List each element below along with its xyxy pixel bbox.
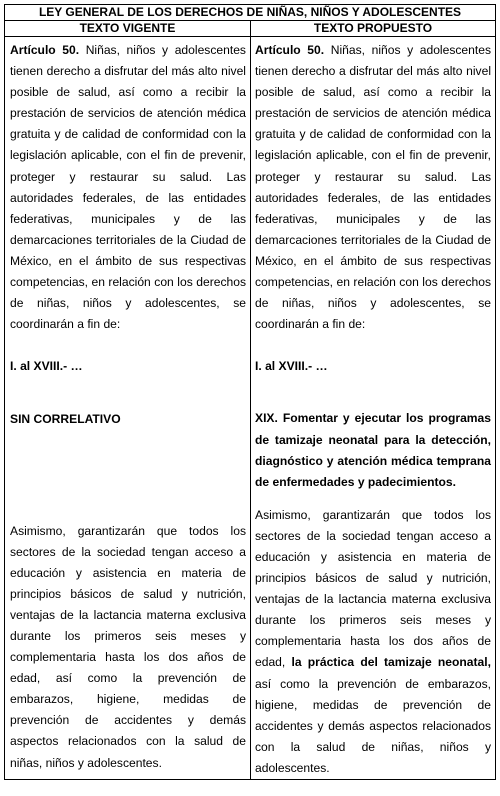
comparison-table [4,4,496,780]
document-page [4,4,495,791]
current-article-body: Niñas, niños y adolescentes tienen derecho a disfrutar del más alto nivel posible de salud, así como a recibir la prestación de servicios de atención médica gratuita y de calidad de conformidad con la legislación aplicable, con el fin de prevenir, proteger y restaurar su salud. Las autoridades federales, de las entidades federativas, municipales y de las demarcaciones territoriales de la Ciudad de México, en el ámbito de sus respectivas competencias, en relación con los derechos de niñas, niños y adolescentes, se coordinarán a fin de: [10,43,246,332]
proposed-closing-paragraph: Asimismo, garantizarán que todos los sectores de la sociedad tengan acceso a educación y asistencia en materia de principios básicos de salud y nutrición, ventajas de la lactancia materna exclusiva durante los primeros seis meses y complementaria hasta los dos años de edad, la práctica del tamizaje neonatal, así como la prevención de embarazos, higiene, medidas de prevención de accidentes y demás aspectos relacionados con la salud de niñas, niños y adolescentes. [255,507,492,775]
table-title: LEY GENERAL DE LOS DERECHOS DE NIÑAS, NIÑOS Y ADOLESCENTES [5,5,496,21]
proposed-new-fraction: XIX. Fomentar y ejecutar los programas de tamizaje neonatal para la detección, diagnóstico y atención médica temprana de enfermedades y padecimientos. [255,411,492,489]
proposed-fraction-range: I. al XVIII.- … [255,359,328,374]
content-row [5,37,496,780]
header-proposed-text: TEXTO PROPUESTO [251,21,496,37]
current-article-paragraph [10,40,246,335]
proposed-article-label: Artículo 50. [255,43,325,57]
proposed-text-column [251,37,496,780]
current-text-column [5,37,251,780]
proposed-article-body: Niñas, niños y adolescentes tienen derecho a disfrutar del más alto nivel posible de salud, así como a recibir la prestación de servicios de atención médica gratuita y de calidad de conformidad con la legislación aplicable, con el fin de prevenir, proteger y restaurar su salud. Las autoridades federales, de las entidades federativas, municipales y de las demarcaciones territoriales de la Ciudad de México, en el ámbito de sus respectivas competencias, en relación con los derechos de niñas, niños y adolescentes, se coordinarán a fin de: [255,43,492,332]
current-closing-paragraph: Asimismo, garantizarán que todos los sectores de la sociedad tengan acceso a educación y asistencia en materia de principios básicos de salud y nutrición, ventajas de la lactancia materna exclusiva durante los primeros seis meses y complementaria hasta los dos años de edad, así como la prevención de embarazos, higiene, medidas de prevención de accidentes y demás aspectos relacionados con la salud de niñas, niños y adolescentes. [10,523,246,770]
proposed-article-paragraph [255,40,491,335]
proposed-highlight-text: la práctica del tamizaje neonatal, [291,655,492,670]
header-row [5,21,496,37]
current-article-label: Artículo 50. [10,43,80,57]
sin-correlativo-label: SIN CORRELATIVO [10,412,121,427]
current-fraction-range: I. al XVIII.- … [10,359,83,374]
title-row [5,5,496,21]
header-current-text: TEXTO VIGENTE [5,21,251,37]
